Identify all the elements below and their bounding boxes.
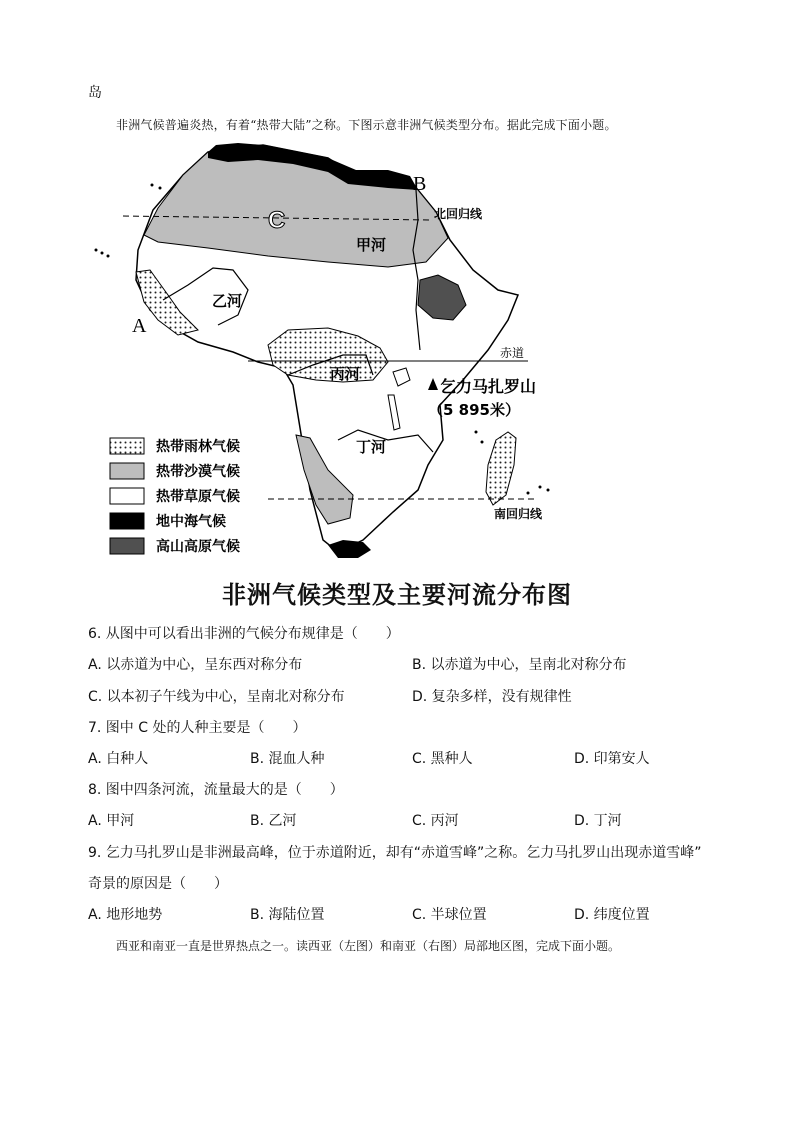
q8-option-a[interactable]: A. 甲河 [88, 813, 135, 829]
q6-option-d[interactable]: D. 复杂多样，没有规律性 [412, 689, 572, 705]
map-title: 非洲气候类型及主要河流分布图 [222, 581, 572, 609]
legend-swatch-rainforest [110, 438, 144, 454]
label-equator: 赤道 [500, 346, 525, 360]
q7-option-c[interactable]: C. 黑种人 [412, 751, 473, 767]
madagascar-island [486, 432, 516, 505]
legend-label-desert: 热带沙漠气候 [156, 464, 240, 480]
legend-swatch-savanna [110, 488, 144, 504]
q8-option-b[interactable]: B. 乙河 [250, 813, 297, 829]
label-river-yi: 乙河 [212, 292, 243, 310]
q7-option-b[interactable]: B. 混血人种 [250, 751, 325, 767]
label-mountain-height: （5 895米） [428, 401, 520, 419]
label-mountain: 乞力马扎罗山 [440, 377, 537, 396]
legend-label-mediterranean: 地中海气候 [156, 514, 226, 530]
island-word: 岛 [88, 85, 102, 101]
q9-option-d[interactable]: D. 纬度位置 [574, 907, 650, 923]
africa-climate-map [88, 140, 608, 570]
legend-swatch-mediterranean [110, 513, 144, 529]
q7-option-a[interactable]: A. 白种人 [88, 751, 149, 767]
q8-option-c[interactable]: C. 丙河 [412, 813, 459, 829]
label-river-jia: 甲河 [356, 236, 387, 254]
q6-option-a[interactable]: A. 以赤道为中心，呈东西对称分布 [88, 657, 303, 673]
legend-swatch-desert [110, 463, 144, 479]
legend-label-highland: 高山高原气候 [156, 539, 240, 555]
question-9-stem-line2: 奇景的原因是（ ） [88, 876, 228, 892]
legend-label-savanna: 热带草原气候 [156, 489, 240, 505]
q8-option-d[interactable]: D. 丁河 [574, 813, 622, 829]
q7-option-d[interactable]: D. 印第安人 [574, 751, 650, 767]
label-tropic-south: 南回归线 [494, 507, 543, 521]
label-c: C [268, 207, 286, 234]
q9-option-a[interactable]: A. 地形地势 [88, 907, 163, 923]
question-7-stem: 7. 图中 C 处的人种主要是（ ） [88, 720, 307, 736]
q9-option-c[interactable]: C. 半球位置 [412, 907, 487, 923]
map-legend [110, 438, 240, 555]
label-river-bing: 丙河 [330, 365, 361, 383]
question-6-stem: 6. 从图中可以看出非洲的气候分布规律是（ ） [88, 626, 400, 642]
question-9-stem-line1: 9. 乞力马扎罗山是非洲最高峰，位于赤道附近，却有“赤道雪峰”之称。乞力马扎罗山出现赤道雪峰” [88, 845, 702, 861]
q6-option-b[interactable]: B. 以赤道为中心，呈南北对称分布 [412, 657, 627, 673]
q9-option-b[interactable]: B. 海陆位置 [250, 907, 325, 923]
label-tropic-north: 北回归线 [434, 207, 483, 221]
legend-label-rainforest: 热带雨林气候 [156, 439, 240, 455]
label-river-ding: 丁河 [356, 438, 387, 456]
label-b: B [413, 173, 427, 195]
legend-swatch-highland [110, 538, 144, 554]
next-section-intro: 西亚和南亚一直是世界热点之一。读西亚（左图）和南亚（右图）局部地区图，完成下面小题。 [116, 939, 621, 953]
q6-option-c[interactable]: C. 以本初子午线为中心，呈南北对称分布 [88, 689, 345, 705]
intro-text: 非洲气候普遍炎热，有着“热带大陆”之称。下图示意非洲气候类型分布。据此完成下面小题。 [116, 118, 617, 132]
label-a: A [132, 315, 147, 337]
question-8-stem: 8. 图中四条河流，流量最大的是（ ） [88, 782, 344, 798]
